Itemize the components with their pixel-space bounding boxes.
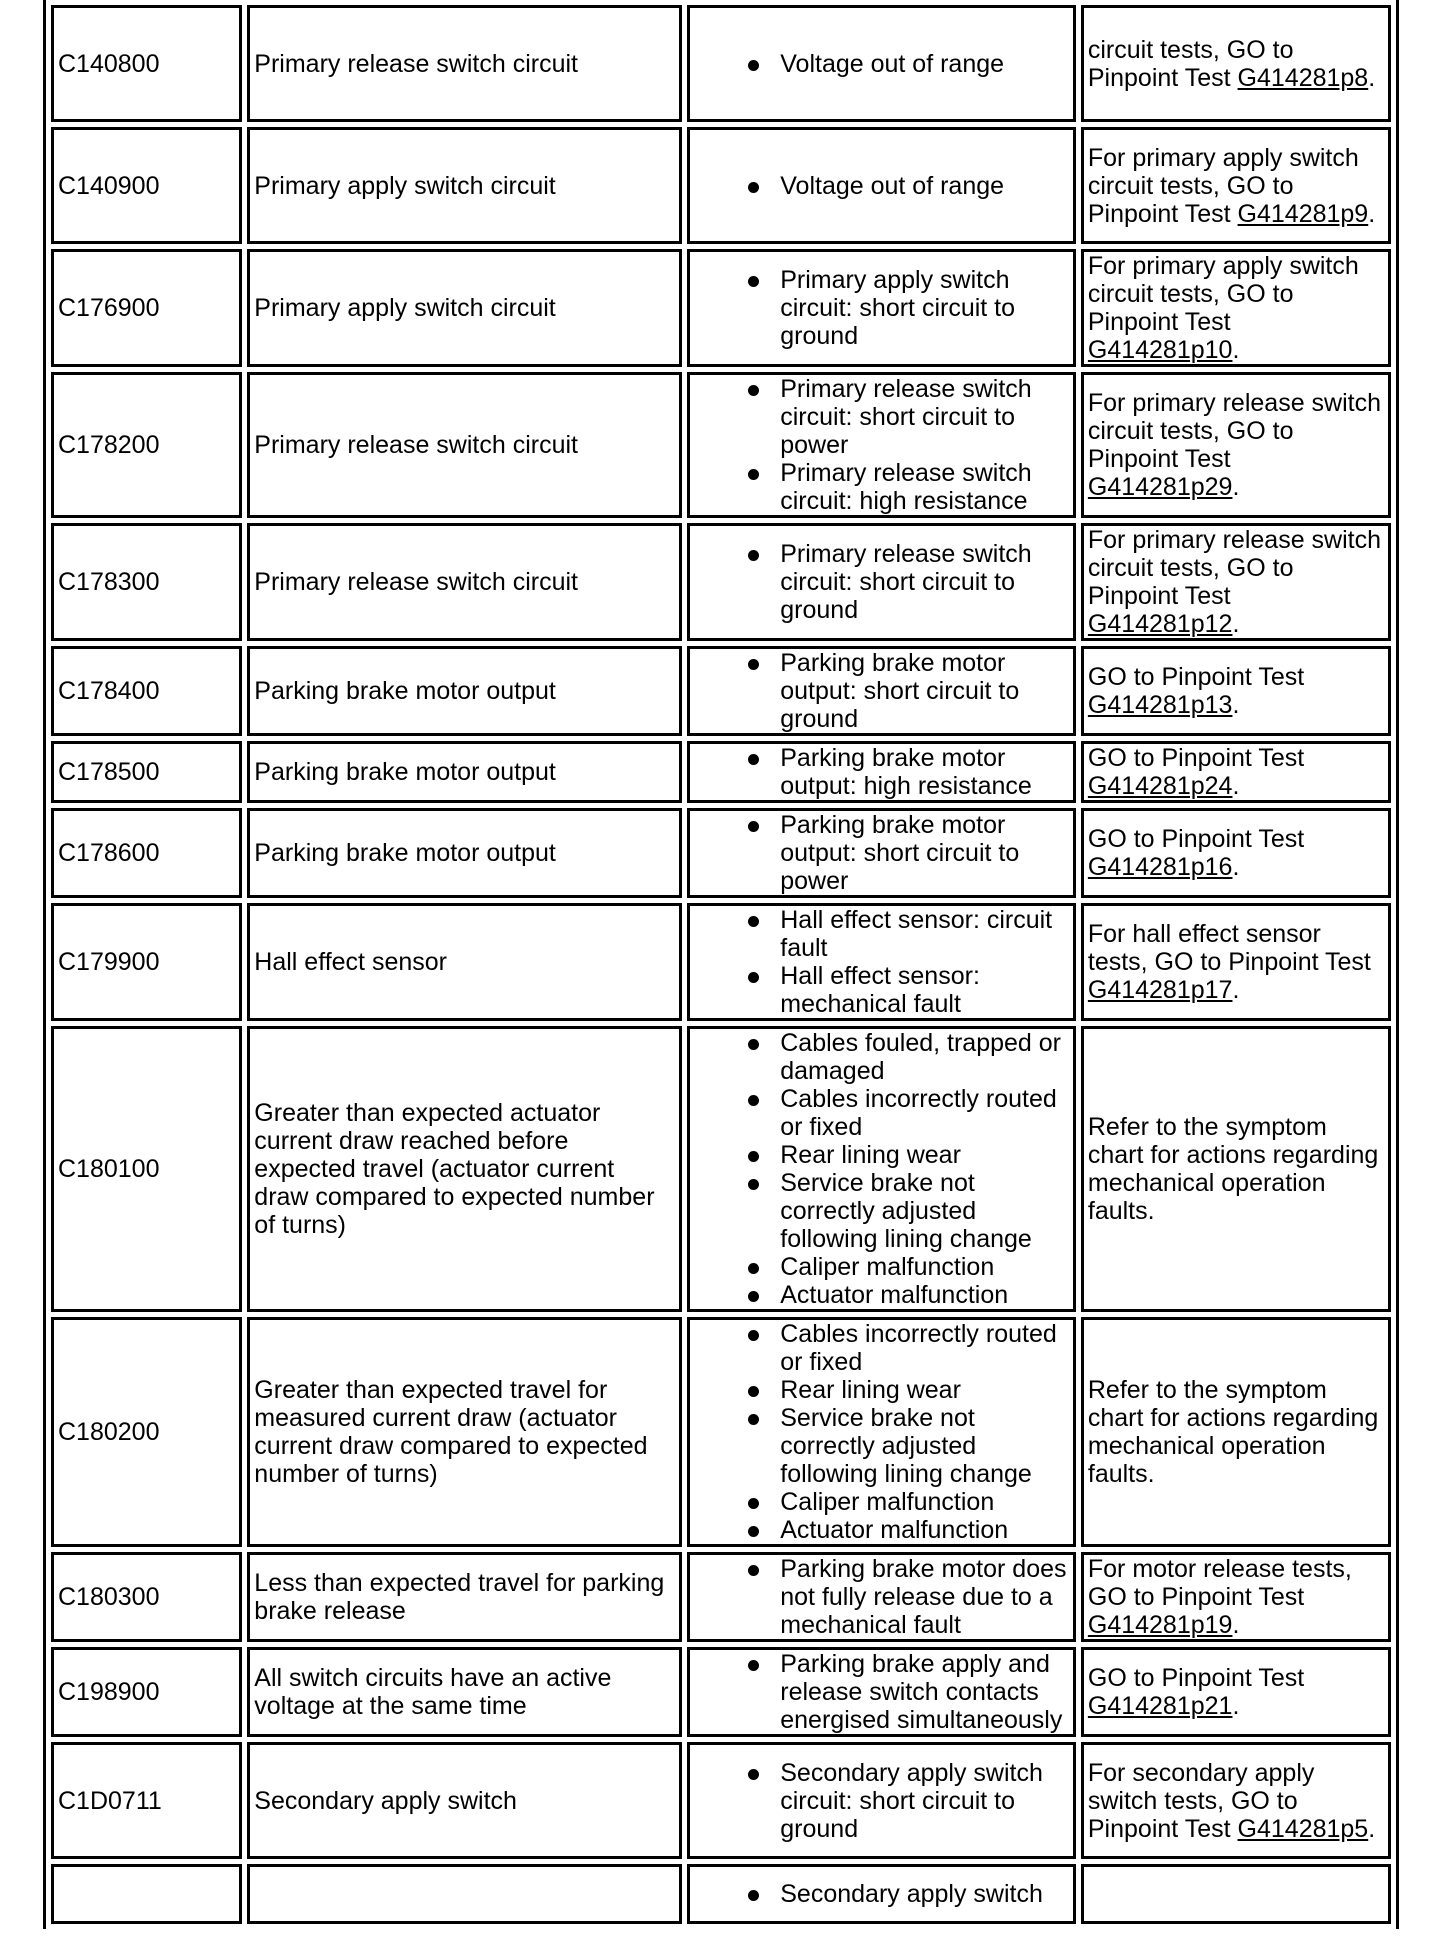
dtc-table-body: [51, 5, 1391, 1924]
list-item: Rear lining wear: [780, 1141, 1067, 1169]
dtc-code: C180200: [51, 1317, 242, 1547]
list-item: Voltage out of range: [780, 172, 1067, 200]
table-row: [51, 903, 1391, 1021]
cause-list: [694, 172, 1067, 200]
dtc-description: Primary release switch circuit: [247, 5, 682, 122]
action-cell: [1081, 741, 1391, 803]
table-row: [51, 646, 1391, 736]
cause-list: [694, 50, 1067, 78]
possible-causes: [687, 372, 1076, 518]
period: .: [1232, 1611, 1240, 1639]
list-item: Secondary apply switch circuit: short circuit to ground: [780, 1759, 1067, 1843]
action-cell: [1081, 127, 1391, 244]
pinpoint-test-link[interactable]: G414281p12: [1087, 610, 1233, 638]
action-text: GO to Pinpoint Test: [1087, 825, 1305, 853]
list-item: Primary release switch circuit: short circuit to ground: [780, 540, 1067, 624]
dtc-code: [51, 1864, 242, 1924]
action-text: GO to Pinpoint Test: [1087, 663, 1305, 691]
list-item: Hall effect sensor: circuit fault: [780, 906, 1067, 962]
cause-list: [694, 266, 1067, 350]
list-item: Service brake not correctly adjusted following lining change: [780, 1169, 1067, 1253]
cause-list: [694, 811, 1067, 895]
action-cell: [1081, 903, 1391, 1021]
table-row: [51, 5, 1391, 122]
action-cell: [1081, 372, 1391, 518]
dtc-code: C140800: [51, 5, 242, 122]
possible-causes: [687, 741, 1076, 803]
dtc-description: Primary release switch circuit: [247, 372, 682, 518]
list-item: Primary apply switch circuit: short circuit to ground: [780, 266, 1067, 350]
action-cell: [1081, 808, 1391, 898]
table-row: [51, 808, 1391, 898]
table-row: [51, 1864, 1391, 1924]
action-cell: [1081, 646, 1391, 736]
period: .: [1232, 610, 1240, 638]
possible-causes: [687, 127, 1076, 244]
dtc-description: Greater than expected travel for measured current draw (actuator current draw compared to expected number of turns): [247, 1317, 682, 1547]
dtc-code: C180100: [51, 1026, 242, 1312]
possible-causes: [687, 1317, 1076, 1547]
table-row: [51, 1742, 1391, 1859]
list-item: Caliper malfunction: [780, 1253, 1067, 1281]
action-text: GO to Pinpoint Test: [1087, 744, 1305, 772]
pinpoint-test-link[interactable]: G414281p17: [1087, 976, 1233, 1004]
action-text: For primary release switch circuit tests, GO to Pinpoint Test: [1087, 526, 1382, 610]
list-item: Voltage out of range: [780, 50, 1067, 78]
table-row: [51, 1317, 1391, 1547]
action-text: For hall effect sensor tests, GO to Pinpoint Test: [1087, 920, 1371, 976]
dtc-code: C140900: [51, 127, 242, 244]
possible-causes: [687, 5, 1076, 122]
possible-causes: [687, 646, 1076, 736]
dtc-code: C176900: [51, 249, 242, 367]
pinpoint-test-link[interactable]: G414281p9: [1237, 199, 1369, 228]
cause-list: [694, 1320, 1067, 1544]
action-text: For secondary apply switch tests, GO to Pinpoint Test: [1087, 1758, 1315, 1843]
dtc-code: C179900: [51, 903, 242, 1021]
pinpoint-test-link[interactable]: G414281p16: [1087, 853, 1233, 881]
list-item: Caliper malfunction: [780, 1488, 1067, 1516]
possible-causes: [687, 1026, 1076, 1312]
action-cell: [1081, 1742, 1391, 1859]
table-row: [51, 127, 1391, 244]
dtc-code: C178400: [51, 646, 242, 736]
dtc-description: Parking brake motor output: [247, 646, 682, 736]
period: .: [1232, 1692, 1240, 1720]
dtc-description: Greater than expected actuator current draw reached before expected travel (actuator current draw compared to expected number of turns): [247, 1026, 682, 1312]
possible-causes: [687, 1742, 1076, 1859]
action-text: For primary release switch circuit tests, GO to Pinpoint Test: [1087, 389, 1382, 473]
possible-causes: [687, 808, 1076, 898]
list-item: Parking brake motor does not fully release due to a mechanical fault: [780, 1555, 1067, 1639]
action-cell: [1081, 1317, 1391, 1547]
cause-list: [694, 744, 1067, 800]
period: .: [1232, 691, 1240, 719]
table-row: [51, 249, 1391, 367]
action-cell: [1081, 1864, 1391, 1924]
cause-list: [694, 1555, 1067, 1639]
possible-causes: [687, 903, 1076, 1021]
dtc-description: Primary apply switch circuit: [247, 127, 682, 244]
period: .: [1368, 1814, 1376, 1843]
list-item: Rear lining wear: [780, 1376, 1067, 1404]
cause-list: [694, 1650, 1067, 1734]
cause-list: [694, 540, 1067, 624]
table-row: [51, 741, 1391, 803]
dtc-description: Less than expected travel for parking brake release: [247, 1552, 682, 1642]
possible-causes: [687, 1647, 1076, 1737]
table-row: [51, 1026, 1391, 1312]
possible-causes: [687, 523, 1076, 641]
table-row: [51, 523, 1391, 641]
dtc-description: Primary release switch circuit: [247, 523, 682, 641]
table-row: [51, 1552, 1391, 1642]
pinpoint-test-link[interactable]: G414281p5: [1237, 1814, 1369, 1843]
table-row: [51, 372, 1391, 518]
dtc-code: C178300: [51, 523, 242, 641]
action-text: For primary apply switch circuit tests, GO to Pinpoint Test: [1087, 143, 1359, 228]
action-cell: [1081, 523, 1391, 641]
list-item: Hall effect sensor: mechanical fault: [780, 962, 1067, 1018]
action-cell: [1081, 1552, 1391, 1642]
dtc-description: Hall effect sensor: [247, 903, 682, 1021]
list-item: Parking brake motor output: short circuit to ground: [780, 649, 1067, 733]
dtc-code: C178200: [51, 372, 242, 518]
list-item: Primary release switch circuit: short circuit to power: [780, 375, 1067, 459]
dtc-description: Primary apply switch circuit: [247, 249, 682, 367]
dtc-description: Secondary apply switch: [247, 1742, 682, 1859]
cause-list: [694, 649, 1067, 733]
dtc-code: C1D0711: [51, 1742, 242, 1859]
action-cell: [1081, 249, 1391, 367]
period: .: [1232, 772, 1240, 800]
dtc-code: C178600: [51, 808, 242, 898]
action-text: For motor release tests, GO to Pinpoint Test: [1087, 1555, 1352, 1611]
list-item: Service brake not correctly adjusted following lining change: [780, 1404, 1067, 1488]
action-text: Refer to the symptom chart for actions regarding mechanical operation faults.: [1087, 1113, 1379, 1225]
dtc-description: All switch circuits have an active voltage at the same time: [247, 1647, 682, 1737]
list-item: Primary release switch circuit: high resistance: [780, 459, 1067, 515]
pinpoint-test-link[interactable]: G414281p24: [1087, 772, 1233, 800]
period: .: [1232, 853, 1240, 881]
possible-causes: [687, 1864, 1076, 1924]
cause-list: [694, 906, 1067, 1018]
pinpoint-test-link[interactable]: G414281p19: [1087, 1611, 1233, 1639]
pinpoint-test-link[interactable]: G414281p21: [1087, 1692, 1233, 1720]
dtc-table: [43, 0, 1399, 1929]
possible-causes: [687, 249, 1076, 367]
list-item: Parking brake motor output: high resistance: [780, 744, 1067, 800]
list-item: Parking brake apply and release switch contacts energised simultaneously: [780, 1650, 1067, 1734]
action-cell: [1081, 1647, 1391, 1737]
dtc-code: C180300: [51, 1552, 242, 1642]
period: .: [1368, 199, 1376, 228]
list-item: Cables incorrectly routed or fixed: [780, 1085, 1067, 1141]
dtc-description: Parking brake motor output: [247, 808, 682, 898]
pinpoint-test-link[interactable]: G414281p10: [1087, 336, 1233, 364]
cause-list: [694, 375, 1067, 515]
action-text: Refer to the symptom chart for actions regarding mechanical operation faults.: [1087, 1376, 1379, 1488]
pinpoint-test-link[interactable]: G414281p8: [1237, 63, 1369, 92]
pinpoint-test-link[interactable]: G414281p13: [1087, 691, 1233, 719]
possible-causes: [687, 1552, 1076, 1642]
pinpoint-test-link[interactable]: G414281p29: [1087, 473, 1233, 501]
action-text: For primary apply switch circuit tests, GO to Pinpoint Test: [1087, 252, 1359, 336]
action-cell: [1081, 5, 1391, 122]
cause-list: [694, 1759, 1067, 1843]
period: .: [1368, 63, 1376, 92]
list-item: Cables fouled, trapped or damaged: [780, 1029, 1067, 1085]
list-item: Parking brake motor output: short circuit to power: [780, 811, 1067, 895]
dtc-description: Parking brake motor output: [247, 741, 682, 803]
list-item: Actuator malfunction: [780, 1281, 1067, 1309]
table-row: [51, 1647, 1391, 1737]
period: .: [1232, 976, 1240, 1004]
list-item: Actuator malfunction: [780, 1516, 1067, 1544]
dtc-code: C178500: [51, 741, 242, 803]
list-item: Cables incorrectly routed or fixed: [780, 1320, 1067, 1376]
dtc-code: C198900: [51, 1647, 242, 1737]
period: .: [1232, 473, 1240, 501]
period: .: [1232, 336, 1240, 364]
cause-list: [694, 1029, 1067, 1309]
cause-list: [694, 1880, 1067, 1908]
action-text: circuit tests, GO to Pinpoint Test: [1087, 35, 1294, 92]
list-item: Secondary apply switch: [780, 1880, 1067, 1908]
action-text: GO to Pinpoint Test: [1087, 1664, 1305, 1692]
dtc-description: [247, 1864, 682, 1924]
action-cell: [1081, 1026, 1391, 1312]
